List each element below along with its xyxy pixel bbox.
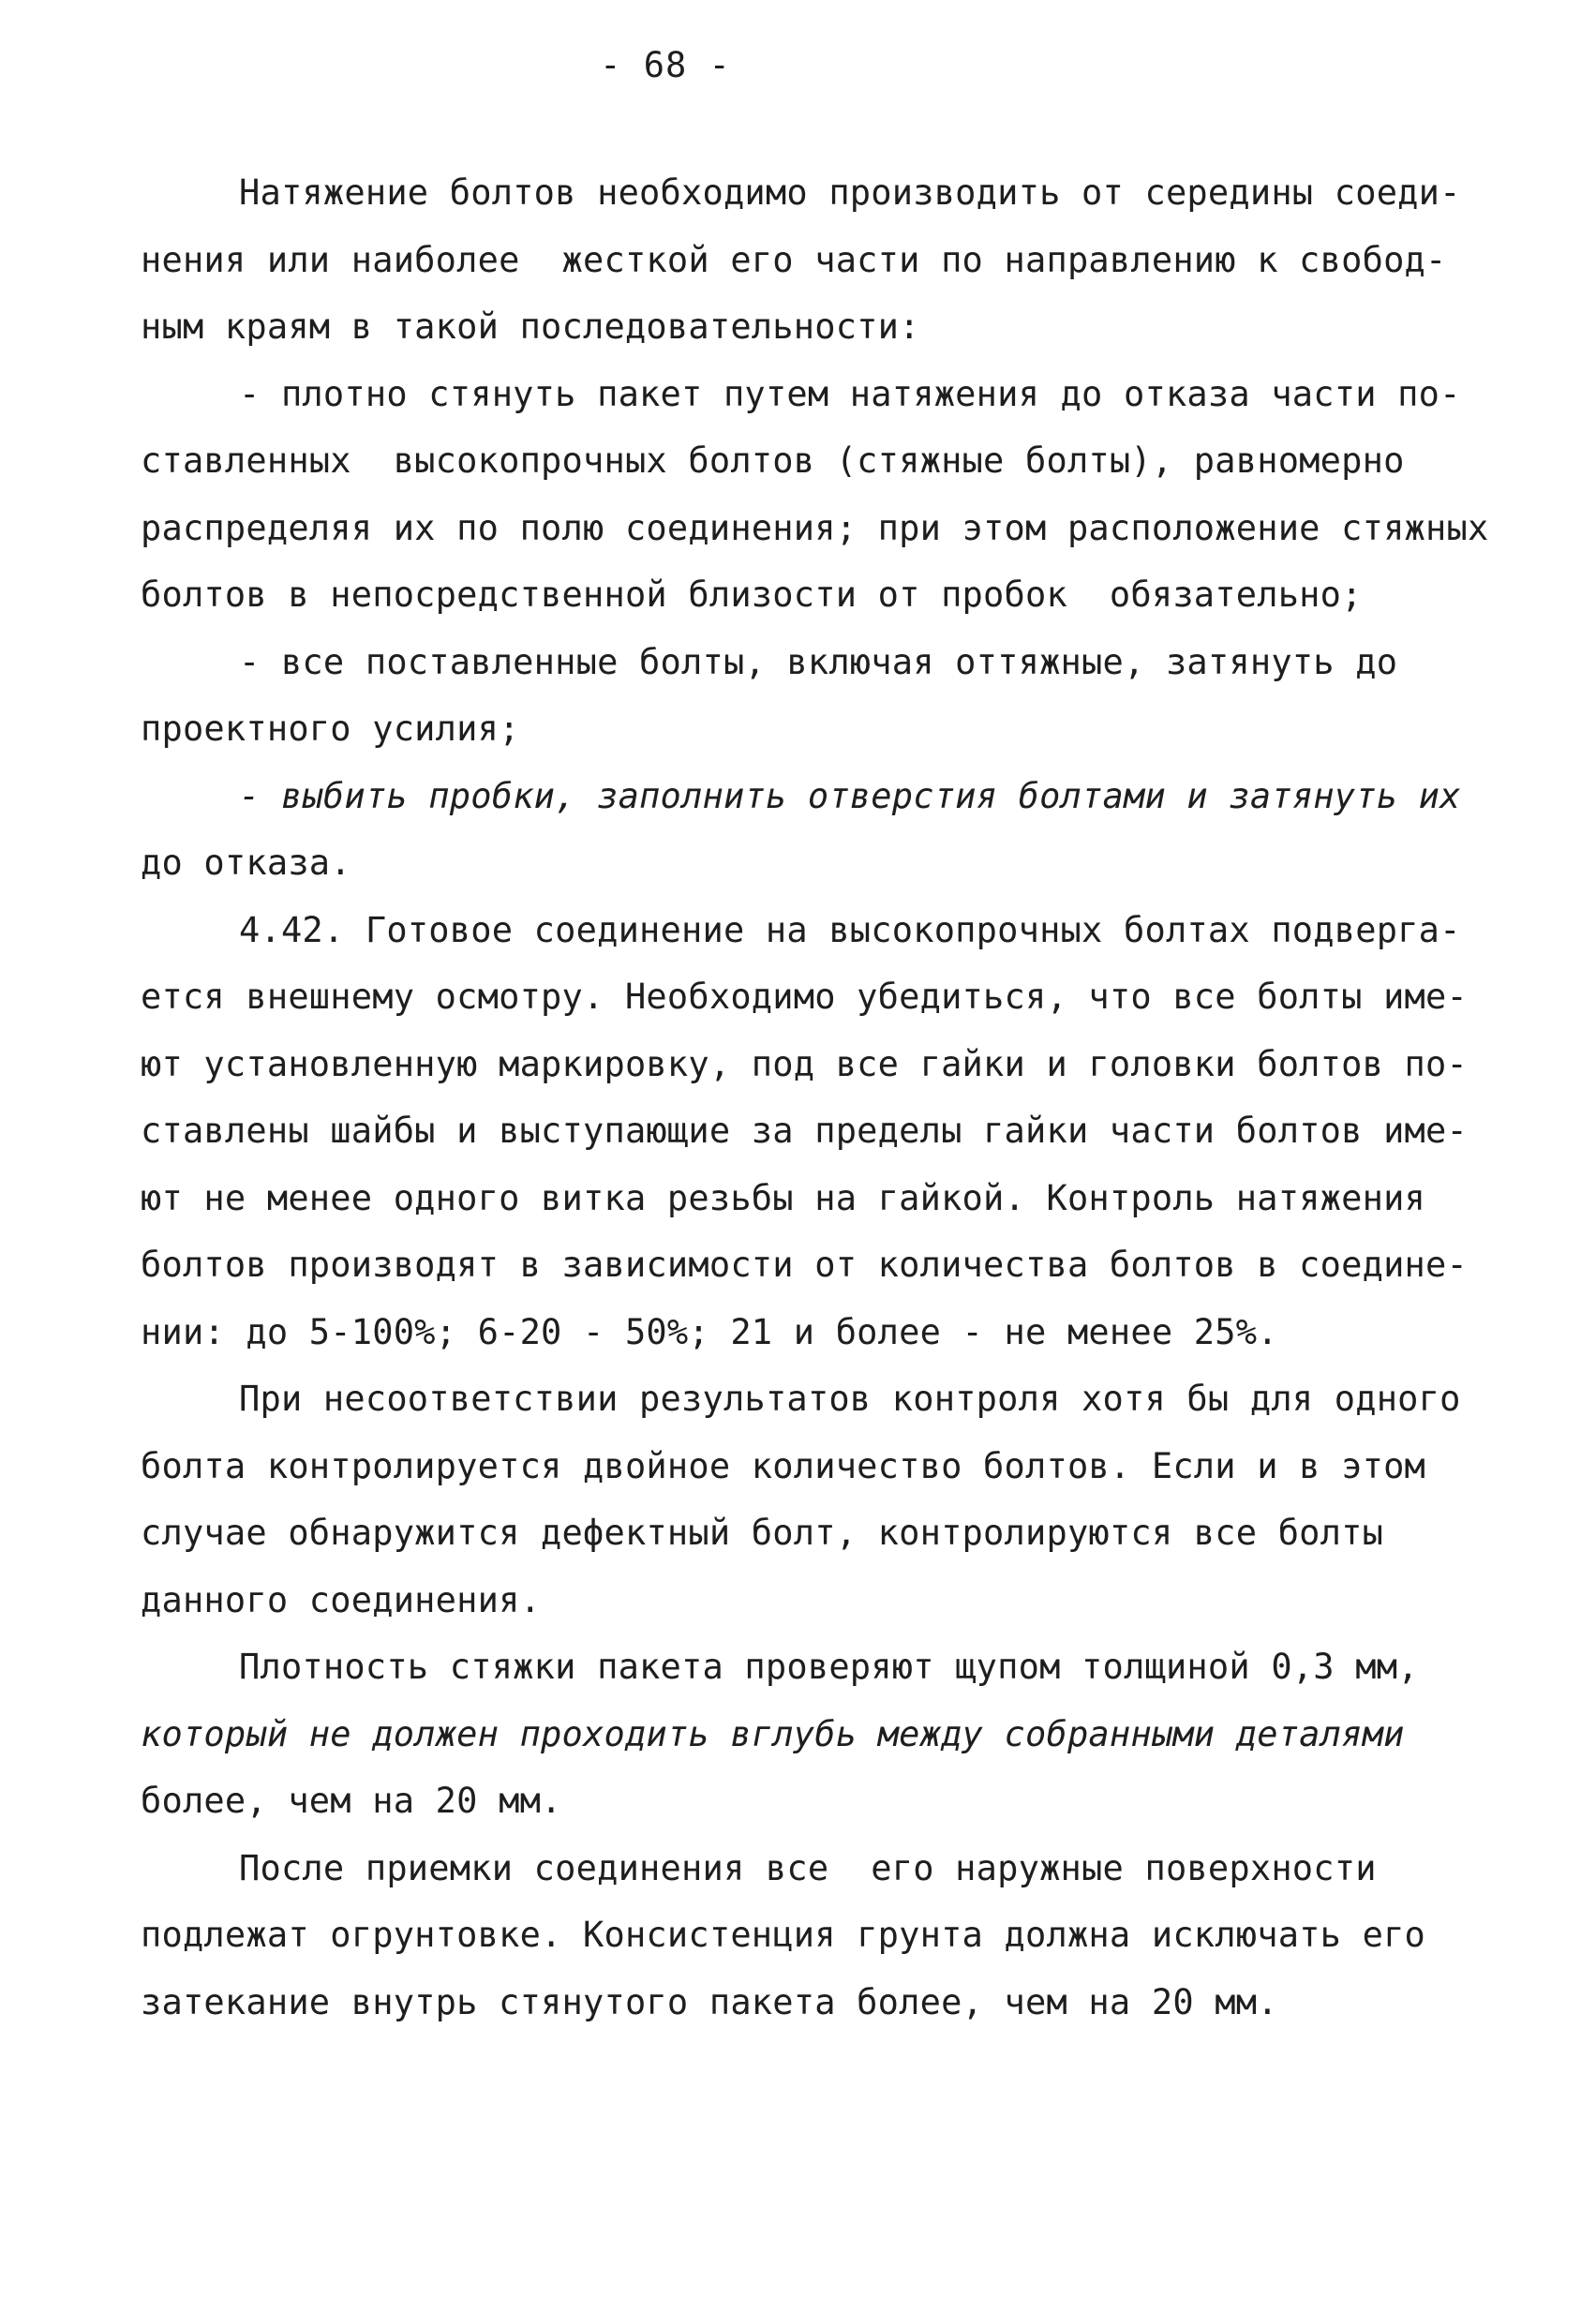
text-line: Натяжение болтов необходимо производить от середины соеди- xyxy=(239,172,1461,213)
text-line: ется внешнему осмотру. Необходимо убедиться, что все болты име- xyxy=(141,977,1468,1017)
text-line: подлежат огрунтовке. Консистенция грунта должна исключать его xyxy=(141,1915,1426,1955)
text-line: болта контролируется двойное количество болтов. Если и в этом xyxy=(141,1445,1426,1486)
text-line: ставлены шайбы и выступающие за пределы гайки части болтов име- xyxy=(141,1111,1468,1151)
text-line: болтов производят в зависимости от количества болтов в соедине- xyxy=(141,1245,1468,1285)
text-line: который не должен проходить вглубь между собранными деталями xyxy=(141,1713,1405,1754)
text-line: ют установленную маркировку, под все гайки и головки болтов по- xyxy=(141,1043,1468,1084)
text-line: 4.42. Готовое соединение на высокопрочных болтах подверга- xyxy=(239,909,1461,950)
text-line: болтов в непосредственной близости от пробок обязательно; xyxy=(141,574,1363,615)
text-line: ным краям в такой последовательности: xyxy=(141,306,920,347)
text-line: Плотность стяжки пакета проверяют щупом толщиной 0,3 мм, xyxy=(239,1647,1419,1687)
text-line: нии: до 5-100%; 6-20 - 50%; 21 и более - не менее 25%. xyxy=(141,1311,1278,1352)
text-line: - плотно стянуть пакет путем натяжения до отказа части по- xyxy=(239,373,1461,414)
text-line: - все поставленные болты, включая оттяжные, затянуть до xyxy=(239,641,1398,682)
text-line: случае обнаружится дефектный болт, контролируются все болты xyxy=(141,1513,1384,1553)
text-line: После приемки соединения все его наружные поверхности xyxy=(239,1847,1377,1888)
text-line: нения или наиболее жесткой его части по направлению к свобод- xyxy=(141,239,1447,280)
text-line: ставленных высокопрочных болтов (стяжные болты), равномерно xyxy=(141,440,1405,481)
text-line: затекание внутрь стянутого пакета более, чем на 20 мм. xyxy=(141,1981,1278,2022)
body-text xyxy=(141,159,1489,2036)
text-line: - выбить пробки, заполнить отверстия болтами и затянуть их xyxy=(239,775,1461,816)
text-line: более, чем на 20 мм. xyxy=(141,1781,562,1821)
text-line: распределяя их по полю соединения; при этом расположение стяжных xyxy=(141,507,1489,548)
page-number: - 68 - xyxy=(600,45,731,85)
text-line: ют не менее одного витка резьбы на гайкой. Контроль натяжения xyxy=(141,1177,1426,1218)
text-line: данного соединения. xyxy=(141,1579,542,1620)
text-line: до отказа. xyxy=(141,843,351,883)
text-line: При несоответствии результатов контроля хотя бы для одного xyxy=(239,1379,1461,1419)
text-line: проектного усилия; xyxy=(141,708,520,749)
